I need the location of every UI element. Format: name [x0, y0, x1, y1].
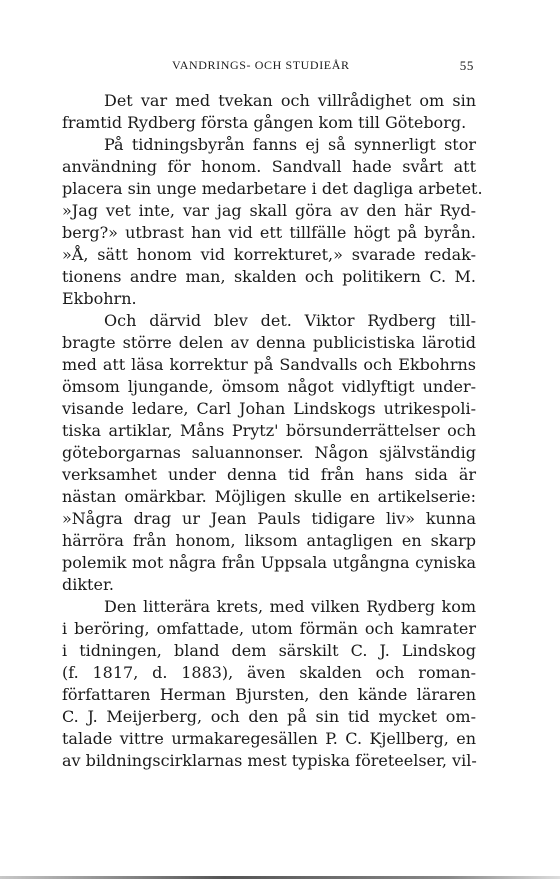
text-line: göteborgarnas saluannonser. Någon självständig — [62, 443, 476, 462]
paragraph — [62, 90, 476, 134]
body-text — [62, 90, 483, 772]
text-line: Den litterära krets, med vilken Rydberg kom — [104, 597, 476, 616]
text-line: användning för honom. Sandvall hade svårt att — [62, 157, 476, 176]
text-line: Ekbohrn. — [62, 289, 137, 308]
text-line: »Jag vet inte, var jag skall göra av den här Ryd- — [62, 201, 476, 220]
text-line: med att läsa korrektur på Sandvalls och Ekbohrns — [62, 355, 476, 374]
text-line: i beröring, omfattade, utom förmän och kamrater — [62, 619, 476, 638]
text-line: av bildningscirklarnas mest typiska företeelser, vil- — [62, 751, 477, 770]
text-line: nästan omärkbar. Möjligen skulle en artikelserie: — [62, 487, 476, 506]
text-line: Och därvid blev det. Viktor Rydberg till- — [104, 311, 476, 330]
text-line: Det var med tvekan och villrådighet om sin — [104, 91, 476, 110]
paragraph — [62, 310, 476, 596]
running-title: VANDRINGS- OCH STUDIEÅR — [172, 58, 350, 72]
text-line: verksamhet under denna tid från hans sida är — [62, 465, 476, 484]
text-line: härröra från honom, liksom antagligen en skarp — [62, 531, 476, 550]
page-number: 55 — [459, 58, 474, 73]
text-line: bragte större delen av denna publicistiska lärotid — [62, 333, 476, 352]
text-line: placera sin unge medarbetare i det dagliga arbetet. — [62, 179, 483, 198]
text-line: »Å, sätt honom vid korrekturet,» svarade redak- — [62, 245, 476, 264]
text-line: ömsom ljungande, ömsom något vidlyftigt under- — [62, 377, 476, 396]
text-line: (f. 1817, d. 1883), även skalden och roman- — [62, 663, 476, 682]
text-line: tiska artiklar, Måns Prytz' börsunderrättelser och — [62, 421, 476, 440]
text-line: berg?» utbrast han vid ett tillfälle högt på byrån. — [62, 223, 476, 242]
text-line: »Några drag ur Jean Pauls tidigare liv» kunna — [62, 509, 476, 528]
text-line: framtid Rydberg första gången kom till Göteborg. — [62, 113, 467, 132]
text-line: C. J. Meijerberg, och den på sin tid mycket om- — [62, 707, 476, 726]
page-edge-rule — [0, 876, 560, 879]
text-line: tionens andre man, skalden och politikern C. M. — [62, 267, 476, 286]
text-line: författaren Herman Bjursten, den kände läraren — [62, 685, 476, 704]
text-line: dikter. — [62, 575, 114, 594]
text-line: i tidningen, bland dem särskilt C. J. Lindskog — [62, 641, 476, 660]
paragraph — [62, 596, 476, 772]
text-line: talade vittre urmakaregesällen P. C. Kjellberg, en — [62, 729, 476, 748]
text-line: visande ledare, Carl Johan Lindskogs utrikespoli- — [62, 399, 476, 418]
text-line: polemik mot några från Uppsala utgångna cyniska — [62, 553, 476, 572]
text-line: På tidningsbyrån fanns ej så synnerligt stor — [104, 135, 476, 154]
paragraph — [62, 134, 483, 310]
